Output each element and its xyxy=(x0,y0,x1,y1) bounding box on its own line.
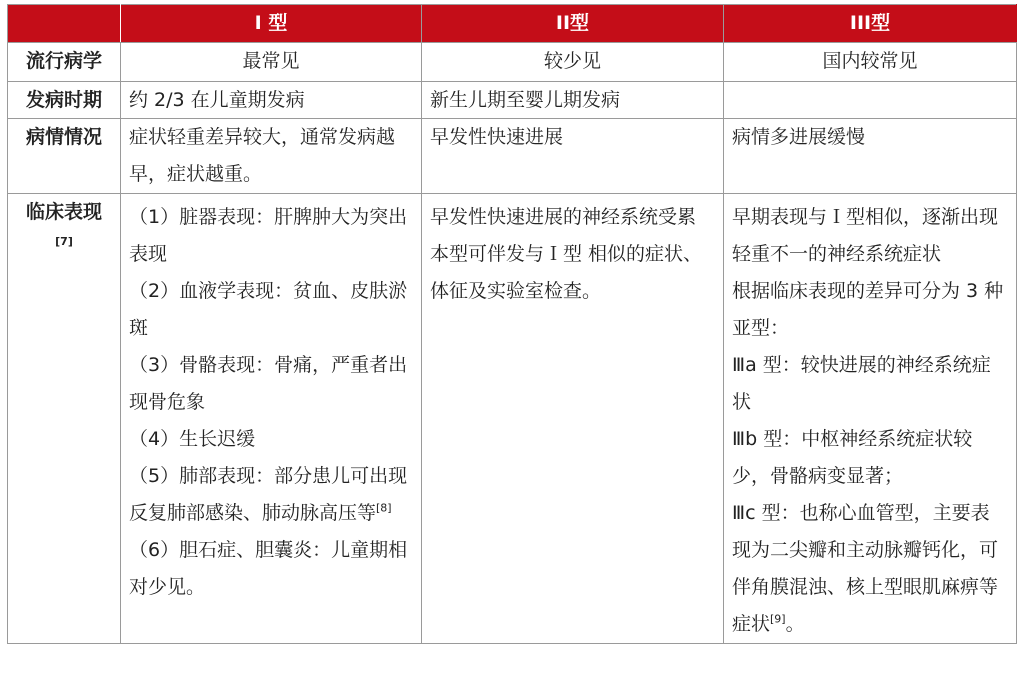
clinical-type-3-subtype-a: Ⅲa 型：较快进展的神经系统症状 xyxy=(732,354,991,413)
clinical-type-3-para-1: 早期表现与Ｉ型相似，逐渐出现轻重不一的神经系统症状 xyxy=(732,206,999,265)
reference-8: [8] xyxy=(376,501,392,515)
clinical-type-1-item-4: （4）生长迟缓 xyxy=(129,428,256,450)
clinical-type-3-subtype-c-end: 。 xyxy=(785,613,805,635)
cell-onset-type-2: 新生儿期至婴儿期发病 xyxy=(422,82,724,119)
cell-prevalence-type-2: 较少见 xyxy=(422,43,724,82)
row-label-condition: 病情情况 xyxy=(8,119,121,194)
cell-prevalence-type-1: 最常见 xyxy=(121,43,422,82)
header-row xyxy=(8,5,1017,43)
row-label-clinical xyxy=(8,194,121,644)
cell-onset-type-1: 约 2/3 在儿童期发病 xyxy=(121,82,422,119)
cell-clinical-type-1 xyxy=(121,194,422,644)
clinical-label-text: 临床表现 xyxy=(25,201,102,223)
clinical-type-1-item-3: （3）骨骼表现：骨痛，严重者出现骨危象 xyxy=(129,354,408,413)
row-prevalence xyxy=(8,43,1017,82)
clinical-type-1-item-6: （6）胆石症、胆囊炎：儿童期相对少见。 xyxy=(129,539,408,598)
cell-onset-type-3 xyxy=(724,82,1017,119)
clinical-type-1-item-5-text: （5）肺部表现：部分患儿可出现反复肺部感染、肺动脉高压等 xyxy=(129,465,408,524)
clinical-type-3-subtype-c xyxy=(732,495,1008,643)
clinical-type-2-para-2: 本型可伴发与Ｉ型 相似的症状、体征及实验室检查。 xyxy=(430,243,703,302)
cell-clinical-type-2 xyxy=(422,194,724,644)
clinical-type-3-subtype-b: Ⅲb 型：中枢神经系统症状较少，骨骼病变显著； xyxy=(732,428,973,487)
row-clinical xyxy=(8,194,1017,644)
clinical-type-3-subtype-c-text: Ⅲc 型：也称心血管型，主要表现为二尖瓣和主动脉瓣钙化，可伴角膜混浊、核上型眼肌麻痹等症状 xyxy=(732,502,999,635)
clinical-label-reference: [7] xyxy=(55,235,73,248)
cell-prevalence-type-3: 国内较常见 xyxy=(724,43,1017,82)
clinical-type-1-item-2: （2）血液学表现：贫血、皮肤淤斑 xyxy=(129,280,408,339)
header-type-3: III型 xyxy=(724,5,1017,43)
row-condition xyxy=(8,119,1017,194)
cell-clinical-type-3 xyxy=(724,194,1017,644)
row-onset xyxy=(8,82,1017,119)
clinical-type-3-para-2: 根据临床表现的差异可分为 3 种亚型： xyxy=(732,280,1004,339)
cell-condition-type-1: 症状轻重差异较大，通常发病越早，症状越重。 xyxy=(121,119,422,194)
cell-condition-type-3: 病情多进展缓慢 xyxy=(724,119,1017,194)
row-label-onset: 发病时期 xyxy=(8,82,121,119)
gaucher-types-table xyxy=(7,4,1017,644)
header-corner xyxy=(8,5,121,43)
row-label-prevalence: 流行病学 xyxy=(8,43,121,82)
clinical-type-1-item-1: （1）脏器表现：肝脾肿大为突出表现 xyxy=(129,206,408,265)
clinical-type-2-para-1: 早发性快速进展的神经系统受累 xyxy=(430,206,697,228)
reference-9: [9] xyxy=(770,612,786,626)
cell-condition-type-2: 早发性快速进展 xyxy=(422,119,724,194)
header-type-1: I 型 xyxy=(121,5,422,43)
header-type-2: II型 xyxy=(422,5,724,43)
clinical-type-1-item-5 xyxy=(129,458,413,532)
